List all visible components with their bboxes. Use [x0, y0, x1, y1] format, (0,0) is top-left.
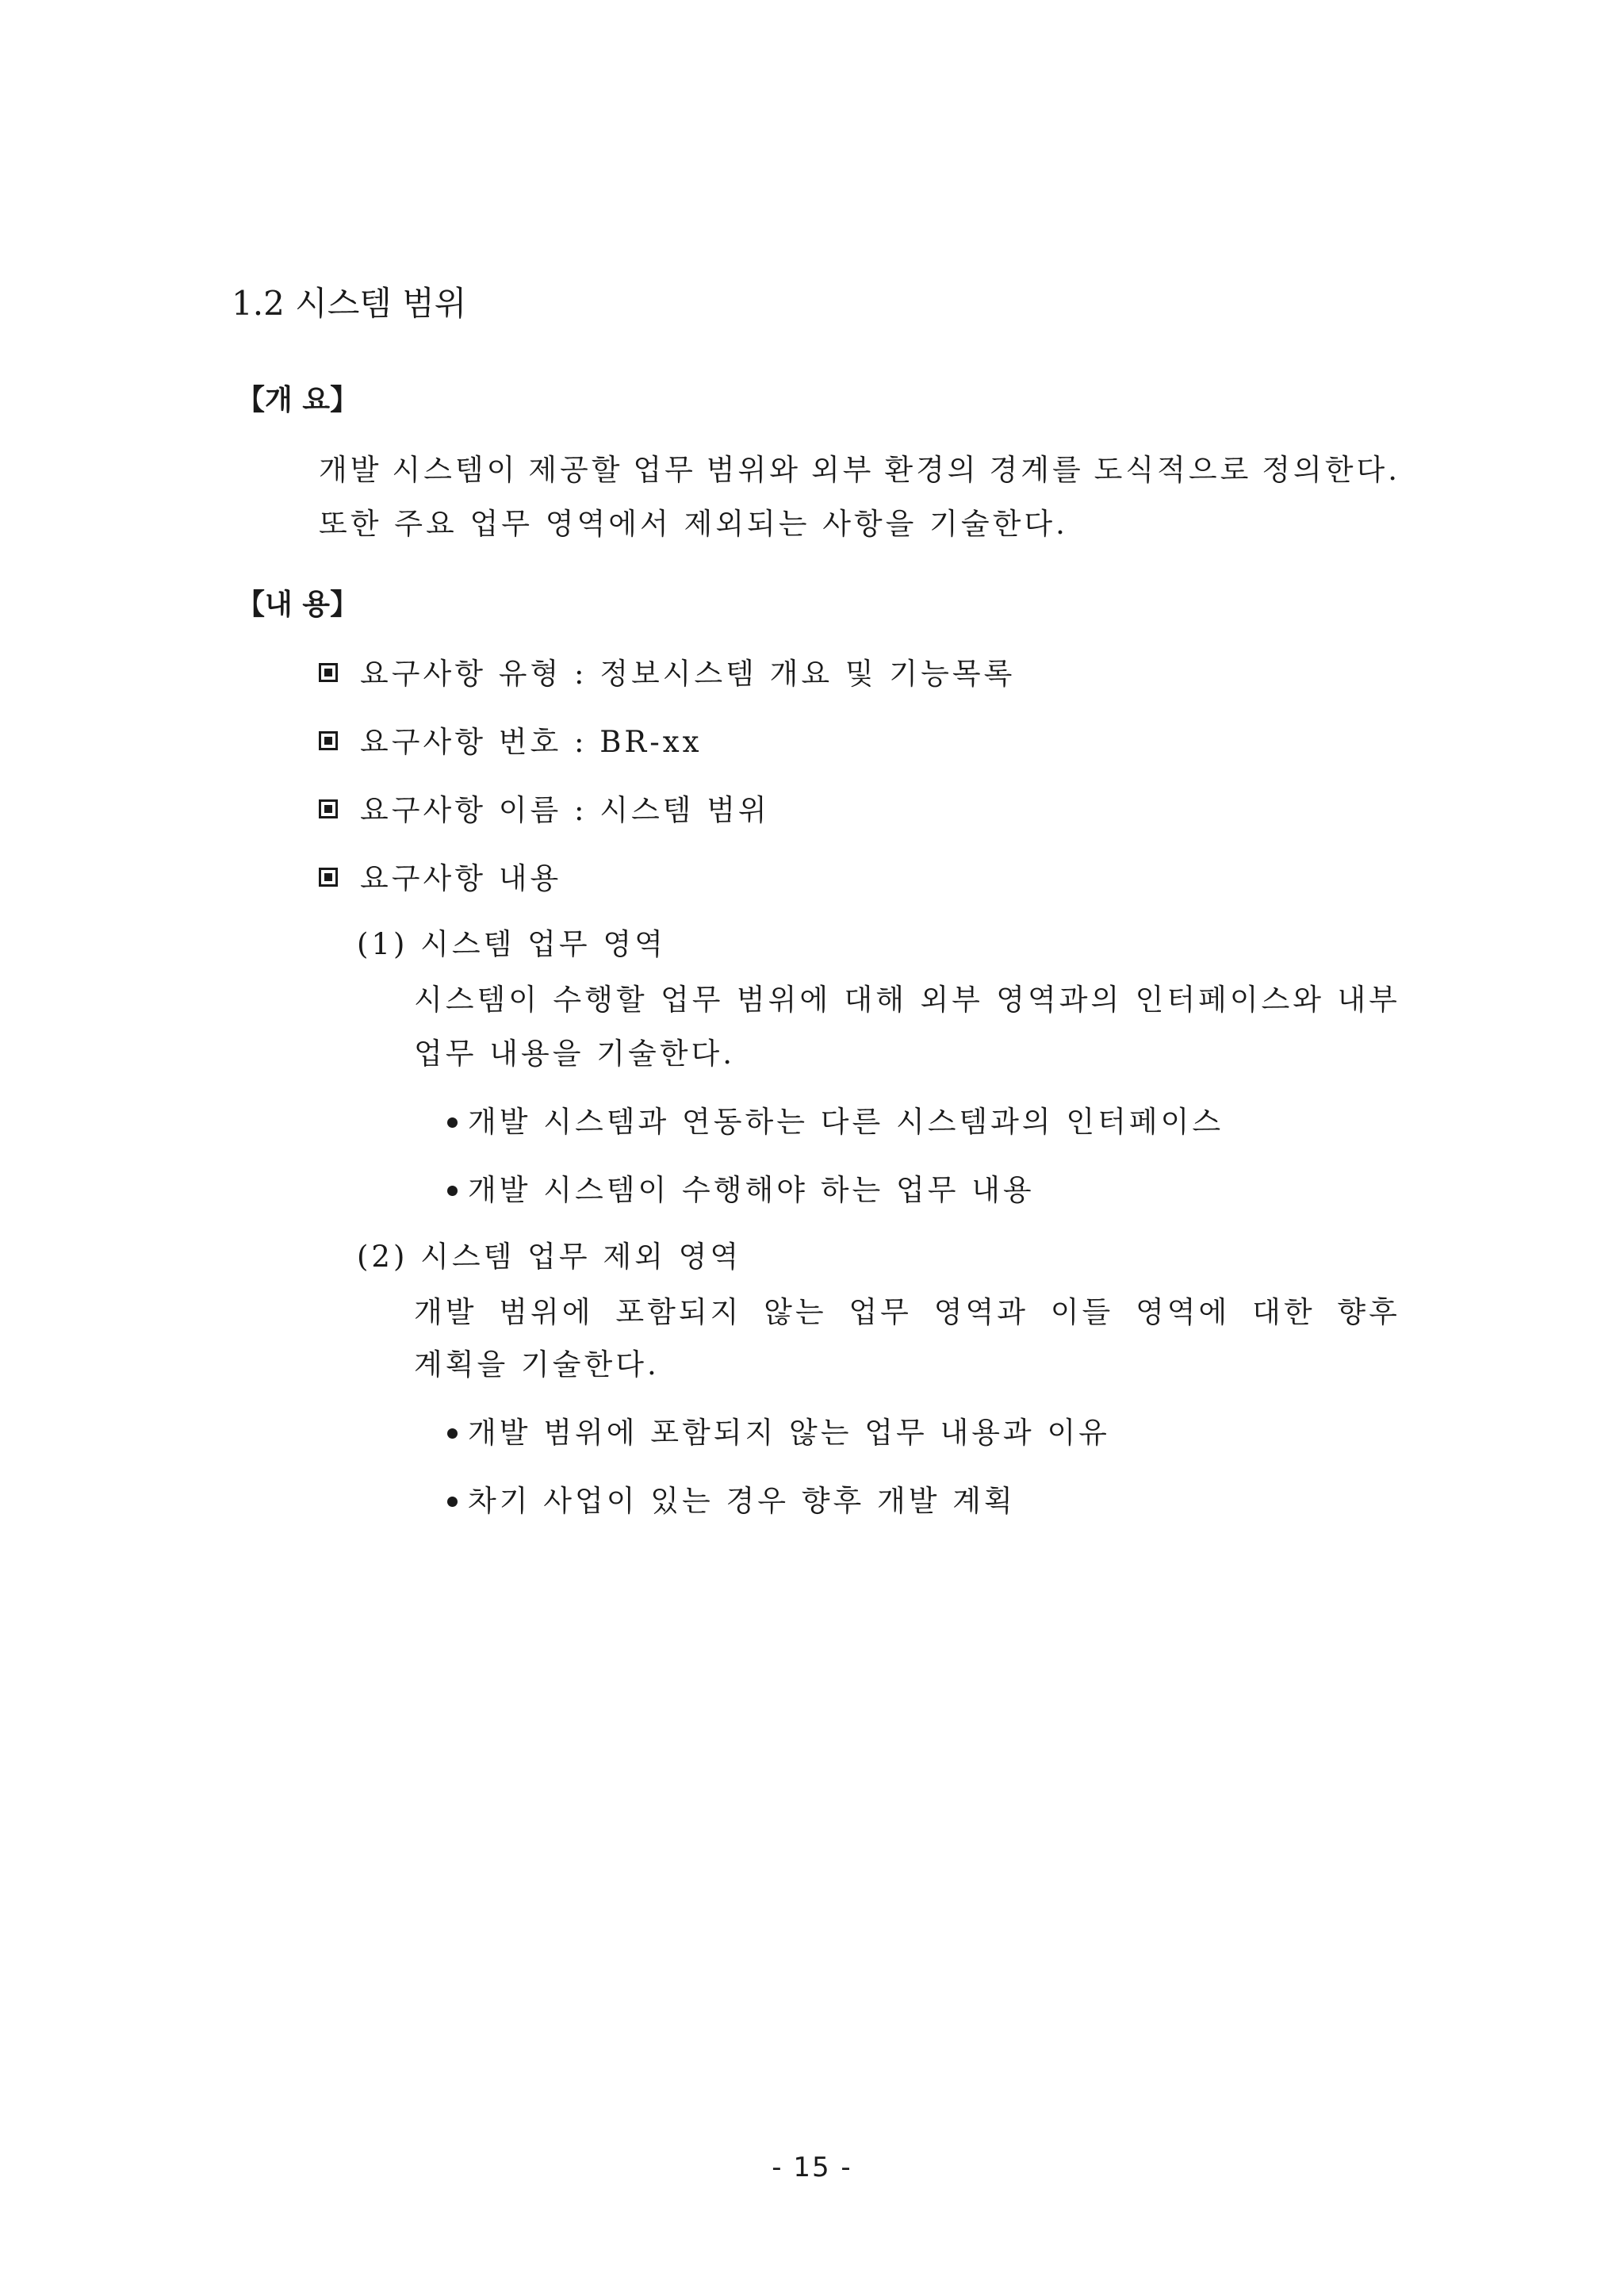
word: 이들: [1050, 1295, 1114, 1329]
sub1-title: (1) 시스템 업무 영역: [357, 927, 666, 961]
word: 개발: [414, 1295, 477, 1329]
word: 범위에: [499, 1295, 594, 1329]
section-title: 1.2 시스템 범위: [232, 284, 467, 323]
square-bullet-icon: [319, 663, 338, 682]
word: 제공할: [528, 453, 623, 487]
requirement-name: 요구사항 이름 : 시스템 범위: [360, 793, 770, 827]
word: 영역과의: [996, 983, 1123, 1017]
word: 영역에: [1136, 1295, 1231, 1329]
word: 범위와: [706, 453, 802, 487]
requirement-number: 요구사항 번호 : BR-xx: [360, 725, 703, 759]
requirement-type: 요구사항 유형 : 정보시스템 개요 및 기능목록: [360, 657, 1016, 691]
bullet-dot-icon: [447, 1497, 458, 1507]
sub1-line-1: [414, 983, 1400, 1017]
square-bullet-icon: [319, 731, 338, 750]
sub1-bullet-2: 개발 시스템이 수행해야 하는 업무 내용: [468, 1173, 1035, 1207]
bullet-dot-icon: [447, 1428, 458, 1439]
word: 수행할: [553, 983, 648, 1017]
requirement-content: 요구사항 내용: [360, 861, 562, 895]
word: 영역과: [933, 1295, 1028, 1329]
sub2-line-1: [414, 1297, 1400, 1327]
overview-line-2: 또한 주요 업무 영역에서 제외되는 사항을 기술한다.: [319, 507, 1068, 541]
sub2-title: (2) 시스템 업무 제외 영역: [357, 1240, 742, 1274]
word: 대해: [844, 983, 907, 1017]
word: 않는: [764, 1295, 827, 1329]
word: 정의한다.: [1262, 453, 1400, 487]
word: 경계를: [989, 453, 1084, 487]
sub1-line-2: 업무 내용을 기술한다.: [414, 1037, 735, 1071]
word: 대한: [1252, 1295, 1316, 1329]
word: 업무: [660, 983, 724, 1017]
word: 범위에: [736, 983, 832, 1017]
word: 인터페이스와: [1135, 983, 1325, 1017]
word: 개발: [319, 453, 382, 487]
bullet-dot-icon: [447, 1186, 458, 1196]
sub2-bullet-2: 차기 사업이 있는 경우 향후 개발 계획: [468, 1484, 1016, 1518]
sub1-bullet-1: 개발 시스템과 연동하는 다른 시스템과의 인터페이스: [468, 1105, 1224, 1139]
square-bullet-icon: [319, 799, 338, 818]
word: 업무: [848, 1295, 912, 1329]
word: 도식적으로: [1094, 453, 1252, 487]
sub2-line-2: 계획을 기술한다.: [414, 1347, 660, 1382]
bullet-dot-icon: [447, 1117, 458, 1128]
word: 시스템이: [414, 983, 540, 1017]
word: 외부: [810, 453, 875, 487]
content-heading: 【내 용】: [236, 588, 359, 621]
overview-heading: 【개 요】: [236, 383, 359, 416]
word: 시스템이: [392, 453, 519, 487]
page-number: - 15 -: [772, 2152, 852, 2183]
square-bullet-icon: [319, 868, 338, 887]
word: 외부: [920, 983, 983, 1017]
word: 향후: [1337, 1295, 1400, 1329]
sub2-bullet-1: 개발 범위에 포함되지 않는 업무 내용과 이유: [468, 1416, 1110, 1450]
overview-line-1: [319, 455, 1400, 485]
word: 포함되지: [615, 1295, 742, 1329]
word: 내부: [1337, 983, 1400, 1017]
word: 업무: [633, 453, 696, 487]
word: 환경의: [884, 453, 979, 487]
